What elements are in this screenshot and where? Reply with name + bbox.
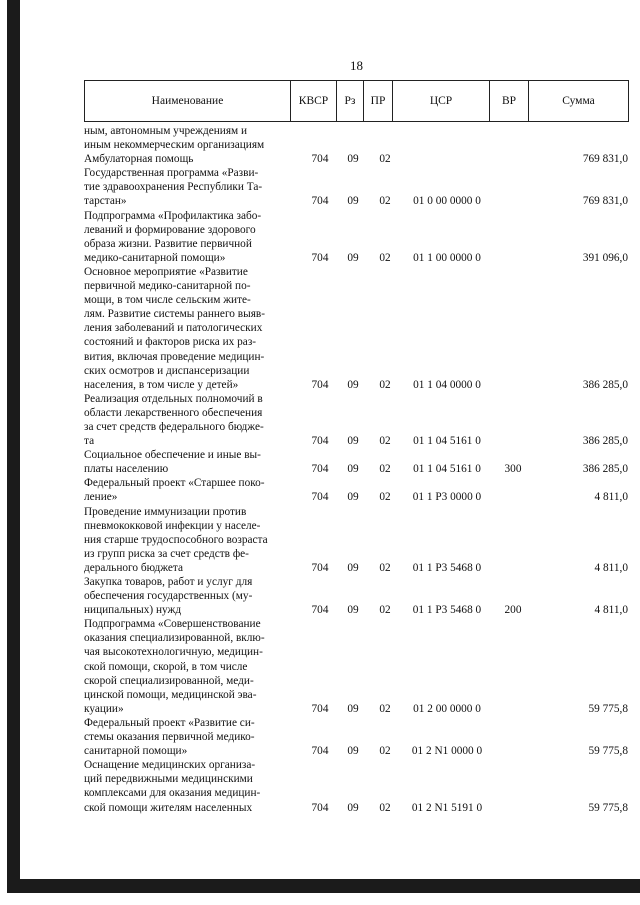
row-name-line: оказания специализированной, вклю- <box>84 632 265 645</box>
row-kvsr: 704 <box>311 153 329 166</box>
table-row <box>84 575 629 617</box>
row-name-line: образа жизни. Развитие первичной <box>84 237 252 250</box>
row-rz: 09 <box>347 153 359 166</box>
row-kvsr: 704 <box>311 604 329 617</box>
row-rz: 09 <box>347 251 359 264</box>
table-body <box>84 124 629 815</box>
row-rz: 09 <box>347 561 359 574</box>
row-name-line: ление» <box>84 491 118 504</box>
row-rz: 09 <box>347 801 359 814</box>
row-name-line: Закупка товаров, работ и услуг для <box>84 576 253 588</box>
row-pr: 02 <box>379 702 391 715</box>
row-pr: 02 <box>379 435 391 448</box>
row-name-line: платы населению <box>84 463 169 476</box>
row-rz: 09 <box>347 491 359 504</box>
row-sum: 769 831,0 <box>582 195 628 208</box>
row-pr: 02 <box>379 251 391 264</box>
table-row <box>84 124 629 152</box>
row-csr: 01 2 00 0000 0 <box>413 702 481 715</box>
row-pr: 02 <box>379 195 391 208</box>
row-pr: 02 <box>379 604 391 617</box>
row-sum: 59 775,8 <box>588 745 628 758</box>
row-sum: 769 831,0 <box>582 153 628 166</box>
row-name-line: ской помощи жителям населенных <box>84 801 253 814</box>
row-sum: 386 285,0 <box>582 463 628 476</box>
row-name <box>84 617 290 716</box>
table-row <box>84 152 629 166</box>
scan-border-left <box>7 0 20 890</box>
row-name <box>84 124 290 152</box>
header-sum: Сумма <box>529 81 629 122</box>
row-csr: 01 0 00 0000 0 <box>413 195 481 208</box>
page-number: 18 <box>350 58 363 73</box>
row-csr: 01 1 P3 0000 0 <box>412 491 482 504</box>
row-sum: 59 775,8 <box>588 801 628 814</box>
row-sum: 4 811,0 <box>594 491 628 504</box>
row-kvsr: 704 <box>311 801 329 814</box>
row-name-line: ным, автономным учреждениям и <box>84 125 248 137</box>
row-name-line: ления заболеваний и патологических <box>84 322 263 335</box>
row-pr: 02 <box>379 561 391 574</box>
row-name-line: чая высокотехнологичную, медицин- <box>84 646 263 659</box>
row-sum: 4 811,0 <box>594 561 628 574</box>
row-name-line: цинской помощи, медицинской эва- <box>84 688 257 701</box>
row-sum: 4 811,0 <box>594 604 628 617</box>
row-pr: 02 <box>379 801 391 814</box>
row-name <box>84 505 290 575</box>
row-name-line: Амбулаторная помощь <box>84 153 194 166</box>
table-row <box>84 392 629 448</box>
table-row <box>84 758 629 814</box>
row-name-line: ций передвижными медицинскими <box>84 773 253 786</box>
row-name-line: та <box>84 435 95 448</box>
row-name-line: мощи, в том числе сельским жите- <box>84 294 251 307</box>
row-name-line: тие здравоохранения Республики Та- <box>84 181 263 194</box>
scan-border-bottom <box>7 879 640 893</box>
row-csr: 01 1 P3 5468 0 <box>412 604 482 617</box>
row-csr: 01 1 04 5161 0 <box>413 463 481 476</box>
row-name-line: скорой специализированной, меди- <box>84 674 254 687</box>
row-name-line: стемы оказания первичной медико- <box>84 731 255 744</box>
row-name-line: куации» <box>84 702 124 715</box>
row-name <box>84 448 290 476</box>
row-name-line: Проведение иммунизации против <box>84 505 247 518</box>
row-name-line: дерального бюджета <box>84 561 183 574</box>
row-name-line: первичной медико-санитарной по- <box>84 280 251 293</box>
row-pr: 02 <box>379 745 391 758</box>
row-name-line: леваний и формирование здорового <box>84 223 256 236</box>
row-sum: 391 096,0 <box>582 251 628 264</box>
row-name-line: из групп риска за счет средств фе- <box>84 547 249 560</box>
row-sum: 59 775,8 <box>588 702 628 715</box>
row-name-line: Оснащение медицинских организа- <box>84 759 256 772</box>
row-rz: 09 <box>347 745 359 758</box>
row-rz: 09 <box>347 435 359 448</box>
row-name-line: иным некоммерческим организациям <box>84 139 265 152</box>
row-name-line: санитарной помощи» <box>84 745 188 758</box>
row-kvsr: 704 <box>311 561 329 574</box>
row-name-line: Федеральный проект «Старшее поко- <box>84 477 265 490</box>
row-rz: 09 <box>347 195 359 208</box>
row-sum: 386 285,0 <box>582 378 628 391</box>
row-name-line: Реализация отдельных полномочий в <box>84 392 263 405</box>
row-name <box>84 166 290 208</box>
table-row <box>84 448 629 476</box>
row-pr: 02 <box>379 378 391 391</box>
row-csr: 01 2 N1 5191 0 <box>411 801 483 814</box>
row-name-line: тарстан» <box>84 195 127 208</box>
row-name-line: медико-санитарной помощи» <box>84 251 226 264</box>
row-kvsr: 704 <box>311 491 329 504</box>
row-vr: 200 <box>504 604 522 617</box>
row-rz: 09 <box>347 463 359 476</box>
row-sum: 386 285,0 <box>582 435 628 448</box>
table-row <box>84 505 629 575</box>
row-rz: 09 <box>347 378 359 391</box>
row-name-line: Основное мероприятие «Развитие <box>84 265 248 278</box>
row-name <box>84 758 290 814</box>
row-vr: 300 <box>504 463 522 476</box>
header-kvsr: КВСР <box>291 81 337 122</box>
row-csr: 01 2 N1 0000 0 <box>411 745 483 758</box>
row-rz: 09 <box>347 702 359 715</box>
row-kvsr: 704 <box>311 745 329 758</box>
row-pr: 02 <box>379 153 391 166</box>
header-rz: Рз <box>337 81 364 122</box>
table-row <box>84 716 629 758</box>
row-kvsr: 704 <box>311 463 329 476</box>
row-name <box>84 392 290 448</box>
header-vr: ВР <box>490 81 529 122</box>
table-header <box>84 80 629 122</box>
row-name-line: обеспечения государственных (му- <box>84 590 253 603</box>
row-name-line: населения, в том числе у детей» <box>84 378 239 391</box>
row-name-line: ских осмотров и диспансеризации <box>84 364 250 377</box>
header-name: Наименование <box>85 81 291 122</box>
row-pr: 02 <box>379 491 391 504</box>
row-name-line: пневмококковой инфекции у населе- <box>84 519 261 532</box>
row-name-line: Федеральный проект «Развитие си- <box>84 716 255 729</box>
row-name-line: комплексами для оказания медицин- <box>84 787 261 800</box>
row-name-line: области лекарственного обеспечения <box>84 406 263 419</box>
table-row <box>84 209 629 265</box>
row-name <box>84 152 290 166</box>
row-name-line: состояний и факторов риска их раз- <box>84 336 257 349</box>
row-rz: 09 <box>347 604 359 617</box>
row-name-line: ния старше трудоспособного возраста <box>84 533 268 546</box>
header-pr: ПР <box>364 81 393 122</box>
row-csr: 01 1 04 5161 0 <box>413 435 481 448</box>
row-kvsr: 704 <box>311 251 329 264</box>
row-csr: 01 1 P3 5468 0 <box>412 561 482 574</box>
row-kvsr: 704 <box>311 435 329 448</box>
row-name <box>84 716 290 758</box>
row-csr: 01 1 04 0000 0 <box>413 378 481 391</box>
row-name <box>84 209 290 265</box>
row-name-line: лям. Развитие системы раннего выяв- <box>84 308 265 321</box>
row-name-line: Государственная программа «Разви- <box>84 167 259 180</box>
table-row <box>84 617 629 716</box>
row-name-line: Социальное обеспечение и иные вы- <box>84 449 261 462</box>
row-name-line: ниципальных) нужд <box>84 604 182 617</box>
row-name-line: Подпрограмма «Совершенствование <box>84 618 261 631</box>
row-name <box>84 575 290 617</box>
header-csr: ЦСР <box>393 81 490 122</box>
table-row <box>84 476 629 504</box>
table-row <box>84 166 629 208</box>
row-kvsr: 704 <box>311 702 329 715</box>
row-pr: 02 <box>379 463 391 476</box>
row-name-line: за счет средств федерального бюдже- <box>84 420 264 433</box>
row-name-line: вития, включая проведение медицин- <box>84 350 265 363</box>
row-kvsr: 704 <box>311 195 329 208</box>
row-csr: 01 1 00 0000 0 <box>413 251 481 264</box>
row-kvsr: 704 <box>311 378 329 391</box>
row-name-line: Подпрограмма «Профилактика забо- <box>84 209 262 222</box>
row-name <box>84 476 290 504</box>
row-name-line: ской помощи, скорой, в том числе <box>84 660 248 673</box>
table-row <box>84 265 629 392</box>
row-name <box>84 265 290 392</box>
